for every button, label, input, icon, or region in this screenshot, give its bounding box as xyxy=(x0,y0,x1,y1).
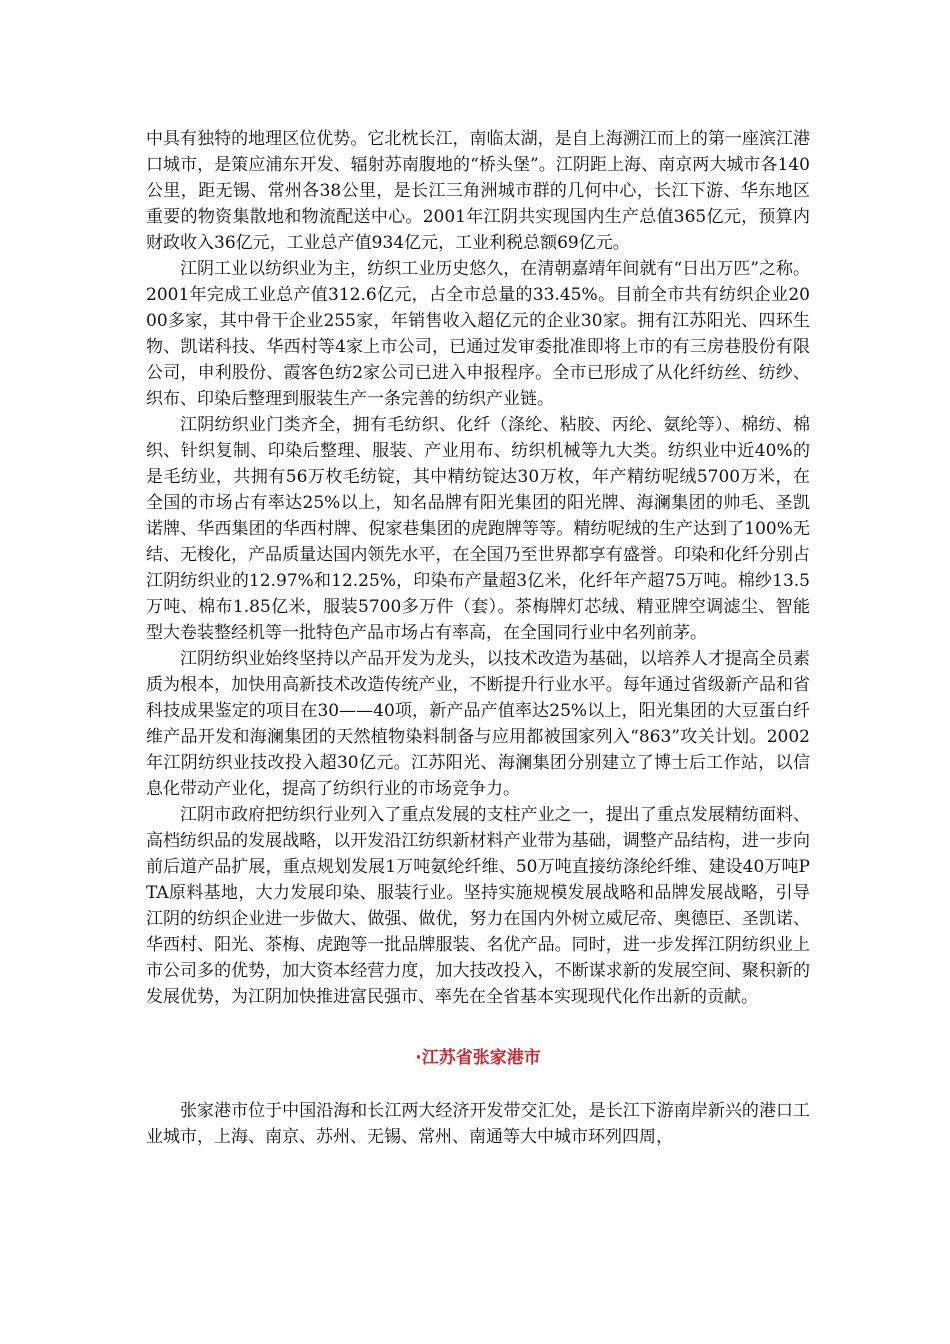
document-body xyxy=(146,126,810,1150)
paragraph-location-intro: 中具有独特的地理区位优势。它北枕长江，南临太湖，是自上海溯江而上的第一座滨江港口城市，是策应浦东开发、辐射苏南腹地的“桥头堡”。江阴距上海、南京两大城市各140公里，距无锡、常州各38公里，是长江三角洲城市群的几何中心，长江下游、华东地区重要的物资集散地和物流配送中心。2001年江阴共实现国内生产总值365亿元，预算内财政收入36亿元，工业总产值934亿元，工业利税总额69亿元。 xyxy=(146,129,810,253)
paragraph-textile-categories: 江阴纺织业门类齐全，拥有毛纺织、化纤（涤纶、粘胶、丙纶、氨纶等）、棉纺、棉织、针织复制、印染后整理、服装、产业用布、纺织机械等九大类。纺织业中近40%的是毛纺业，共拥有56万枚毛纺锭，其中精纺锭达30万枚，年产精纺呢绒5700万米，在全国的市场占有率达25%以上，知名品牌有阳光集团的阳光牌、海澜集团的帅毛、圣凯诺牌、华西集团的华西村牌、倪家巷集团的虎跑牌等等。精纺呢绒的生产达到了100%无结、无梭化，产品质量达国内领先水平，在全国乃至世界都享有盛誉。印染和化纤分别占江阴纺织业的12.97%和12.25%，印染布产量超3亿米，化纤年产超75万吨。棉纱13.5万吨、棉布1.85亿米，服装5700多万件（套）。茶梅牌灯芯绒、精亚牌空调滤尘、智能型大卷装整经机等一批特色产品市场占有率高，在全国同行业中名列前茅。 xyxy=(146,415,810,643)
section-heading: ·江苏省张家港市 xyxy=(415,1048,541,1068)
paragraph-government-strategy: 江阴市政府把纺织行业列入了重点发展的支柱产业之一，提出了重点发展精纺面料、高档纺织品的发展战略，以开发沿江纺织新材料产业带为基础，调整产品结构，进一步向前后道产品扩展，重点规划发展1万吨氨纶纤维、50万吨直接纺涤纶纤维、建设40万吨PTA原料基地，大力发展印染、服装行业。坚持实施规模发展战略和品牌发展战略，引导江阴的纺织企业进一步做大、做强、做优，努力在国内外树立威尼帝、奥德臣、圣凯诺、华西村、阳光、茶梅、虎跑等一批品牌服装、名优产品。同时，进一步发挥江阴纺织业上市公司多的优势，加大资本经营力度，加大技改投入，不断谋求新的发展空间、聚积新的发展优势，为江阴加快推进富民强市、率先在全省基本实现现代化作出新的贡献。 xyxy=(146,805,810,1007)
paragraph-textile-history: 江阴工业以纺织业为主，纺织工业历史悠久，在清朝嘉靖年间就有“日出万匹”之称。2001年完成工业总产值312.6亿元，占全市总量的33.45%。目前全市共有纺织企业2000多家，其中骨干企业255家，年销售收入超亿元的企业30家。拥有江苏阳光、四环生物、凯诺科技、华西村等4家上市公司，已通过发审委批准即将上市的有三房巷股份有限公司，申利股份、霞客色纺2家公司已进入申报程序。全市已形成了从化纤纺丝、纺纱、织布、印染后整理到服装生产一条完善的纺织产业链。 xyxy=(146,259,810,409)
paragraph-zhangjiagang-intro: 张家港市位于中国沿海和长江两大经济开发带交汇处，是长江下游南岸新兴的港口工业城市，上海、南京、苏州、无锡、常州、南通等大中城市环列四周， xyxy=(146,1101,810,1147)
paragraph-product-development: 江阴纺织业始终坚持以产品开发为龙头，以技术改造为基础，以培养人才提高全员素质为根本，加快用高新技术改造传统产业，不断提升行业水平。每年通过省级新产品和省科技成果鉴定的项目在30——40项，新产品产值率达25%以上，阳光集团的大豆蛋白纤维产品开发和海澜集团的天然植物染料制备与应用都被国家列入“863”攻关计划。2002年江阴纺织业技改投入超30亿元。江苏阳光、海澜集团分别建立了博士后工作站，以信息化带动产业化，提高了纺织行业的市场竞争力。 xyxy=(146,649,810,799)
